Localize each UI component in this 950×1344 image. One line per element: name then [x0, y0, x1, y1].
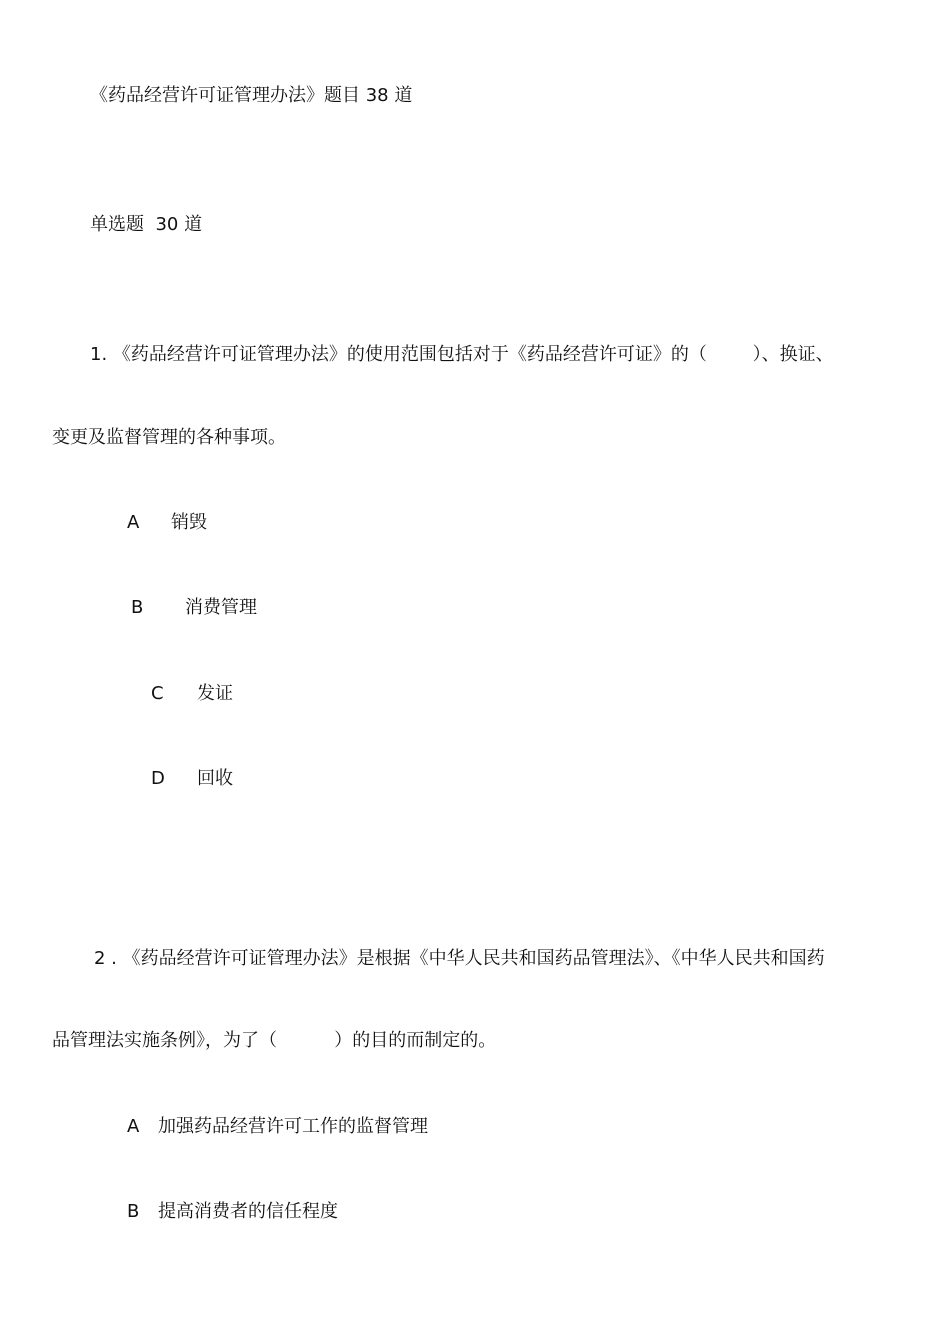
option-letter: B: [131, 597, 144, 618]
option-text: 提高消费者的信任程度: [158, 1201, 338, 1222]
option-text: 销毁: [171, 512, 207, 533]
document-title: 《药品经营许可证管理办法》题目 38 道: [90, 85, 413, 106]
option-text: 发证: [197, 683, 233, 704]
option-text: 消费管理: [185, 597, 257, 618]
option-letter: C: [151, 683, 164, 704]
question-1-stem-line-2: 变更及监督管理的各种事项。: [52, 427, 286, 448]
option-letter: D: [151, 768, 165, 789]
section-heading: 单选题 30 道: [90, 214, 203, 235]
question-1-stem-line-1: 1. 《药品经营许可证管理办法》的使用范围包括对于《药品经营许可证》的（ ）、换证、: [90, 344, 834, 365]
option-letter: B: [127, 1201, 140, 1222]
question-2-stem-line-2: 品管理法实施条例》，为了（ ）的目的而制定的。: [52, 1030, 497, 1051]
option-text: 加强药品经营许可工作的监督管理: [158, 1116, 428, 1137]
option-letter: A: [127, 512, 140, 533]
question-2-stem-line-1: 2 . 《药品经营许可证管理办法》是根据《中华人民共和国药品管理法》、《中华人民共和国药: [94, 948, 825, 969]
option-text: 回收: [197, 768, 233, 789]
option-letter: A: [127, 1116, 140, 1137]
